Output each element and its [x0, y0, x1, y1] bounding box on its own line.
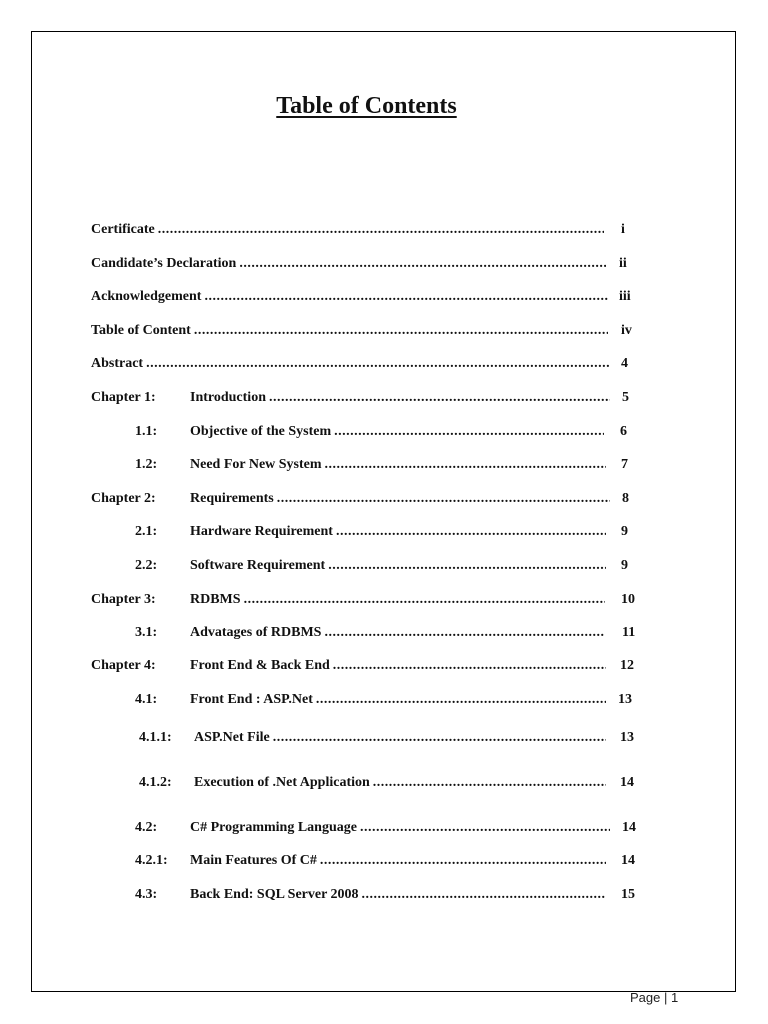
toc-entry	[190, 851, 606, 871]
toc-leader-dots	[277, 489, 610, 509]
toc-section-number: 4.1:	[135, 692, 158, 707]
toc-entry	[190, 522, 606, 542]
toc-leader-dots	[373, 773, 606, 793]
toc-entry	[194, 773, 606, 793]
toc-page-number: ii	[619, 256, 627, 271]
toc-row	[0, 818, 700, 838]
toc-leader-dots	[334, 422, 604, 442]
toc-section-number: Chapter 2:	[91, 491, 156, 506]
toc-row	[0, 354, 700, 374]
toc-leader-dots	[244, 590, 605, 610]
toc-entry-title: Table of Content	[91, 323, 191, 338]
toc-entry	[190, 556, 606, 576]
toc-row	[0, 773, 700, 793]
toc-page-number: 13	[618, 692, 632, 707]
toc-section-number: 4.3:	[135, 887, 158, 902]
toc-leader-dots	[328, 556, 606, 576]
toc-page-number: 8	[622, 491, 629, 506]
toc-row	[0, 690, 700, 710]
toc-page-number: 14	[622, 820, 636, 835]
toc-entry-title: ASP.Net File	[194, 730, 270, 745]
toc-leader-dots	[360, 818, 610, 838]
toc-page-number: i	[621, 222, 625, 237]
toc-entry-title: C# Programming Language	[190, 820, 357, 835]
toc-entry-title: Abstract	[91, 356, 144, 371]
toc-entry	[190, 656, 606, 676]
toc-page-number: 7	[621, 457, 628, 472]
toc-entry	[190, 690, 606, 710]
toc-row	[0, 422, 700, 442]
toc-leader-dots	[325, 455, 606, 475]
toc-leader-dots	[146, 354, 610, 374]
toc-entry-title: Objective of the System	[190, 424, 332, 439]
toc-entry	[190, 388, 610, 408]
toc-entry-title: Candidate’s Declaration	[91, 256, 237, 271]
page-border	[31, 31, 736, 992]
toc-entry	[190, 885, 606, 905]
toc-page-number: 14	[621, 853, 635, 868]
toc-section-number: 1.2:	[135, 457, 158, 472]
toc-leader-dots	[336, 522, 606, 542]
toc-entry	[91, 220, 604, 240]
toc-entry	[190, 590, 605, 610]
page-title: Table of Contents	[276, 93, 457, 119]
toc-page-number: 14	[620, 775, 634, 790]
toc-entry-title: Front End : ASP.Net	[190, 692, 313, 707]
toc-entry	[190, 489, 610, 509]
toc-page-number: 13	[620, 730, 634, 745]
toc-entry	[91, 321, 608, 341]
toc-leader-dots	[362, 885, 606, 905]
toc-entry	[91, 287, 608, 307]
toc-row	[0, 455, 700, 475]
toc-entry-title: Certificate	[91, 222, 155, 237]
toc-page-number: 12	[620, 658, 634, 673]
toc-leader-dots	[269, 388, 610, 408]
toc-page-number: 15	[621, 887, 635, 902]
toc-section-number: 4.1.2:	[139, 775, 172, 790]
toc-entry-title: Front End & Back End	[190, 658, 330, 673]
toc-entry-title: Hardware Requirement	[190, 524, 333, 539]
toc-section-number: 2.1:	[135, 524, 158, 539]
toc-row	[0, 321, 700, 341]
toc-section-number: 3.1:	[135, 625, 158, 640]
toc-row	[0, 885, 700, 905]
toc-page-number: iv	[621, 323, 632, 338]
toc-row	[0, 623, 700, 643]
toc-row	[0, 287, 700, 307]
toc-entry-title: Main Features Of C#	[190, 853, 317, 868]
toc-entry-title: Software Requirement	[190, 558, 326, 573]
toc-row	[0, 851, 700, 871]
toc-page-number: 4	[621, 356, 628, 371]
toc-page-number: 9	[621, 524, 628, 539]
toc-leader-dots	[204, 287, 608, 307]
toc-page-number: 5	[622, 390, 629, 405]
page-footer: Page | 1	[630, 990, 679, 1005]
toc-page-number: 6	[620, 424, 627, 439]
toc-section-number: 4.2:	[135, 820, 158, 835]
toc-row	[0, 590, 700, 610]
toc-page-number: 10	[621, 592, 635, 607]
toc-section-number: Chapter 1:	[91, 390, 156, 405]
toc-leader-dots	[320, 851, 606, 871]
toc-section-number: Chapter 3:	[91, 592, 156, 607]
toc-row	[0, 489, 700, 509]
toc-entry	[190, 623, 605, 643]
toc-row	[0, 220, 700, 240]
toc-entry-title: Acknowledgement	[91, 289, 202, 304]
toc-entry	[190, 422, 604, 442]
toc-leader-dots	[333, 656, 606, 676]
toc-entry	[190, 818, 610, 838]
toc-entry	[91, 254, 606, 274]
toc-section-number: Chapter 4:	[91, 658, 156, 673]
toc-entry-title: Back End: SQL Server 2008	[190, 887, 359, 902]
toc-row	[0, 656, 700, 676]
toc-leader-dots	[316, 690, 606, 710]
toc-leader-dots	[239, 254, 606, 274]
toc-entry	[194, 728, 606, 748]
toc-entry-title: Advatages of RDBMS	[190, 625, 322, 640]
toc-leader-dots	[273, 728, 606, 748]
toc-row	[0, 522, 700, 542]
toc-row	[0, 556, 700, 576]
toc-page-number: 9	[621, 558, 628, 573]
toc-leader-dots	[324, 623, 605, 643]
toc-page-number: 11	[622, 625, 636, 640]
toc-entry-title: Execution of .Net Application	[194, 775, 370, 790]
toc-section-number: 2.2:	[135, 558, 158, 573]
toc-page-number: iii	[619, 289, 631, 304]
toc-entry-title: Need For New System	[190, 457, 322, 472]
toc-leader-dots	[194, 321, 608, 341]
toc-entry	[91, 354, 610, 374]
toc-leader-dots	[158, 220, 604, 240]
toc-section-number: 4.2.1:	[135, 853, 168, 868]
toc-entry-title: Introduction	[190, 390, 266, 405]
toc-section-number: 1.1:	[135, 424, 158, 439]
toc-entry	[190, 455, 606, 475]
toc-entry-title: Requirements	[190, 491, 274, 506]
toc-row	[0, 388, 700, 408]
toc-section-number: 4.1.1:	[139, 730, 172, 745]
toc-row	[0, 254, 700, 274]
toc-entry-title: RDBMS	[190, 592, 241, 607]
toc-row	[0, 728, 700, 748]
